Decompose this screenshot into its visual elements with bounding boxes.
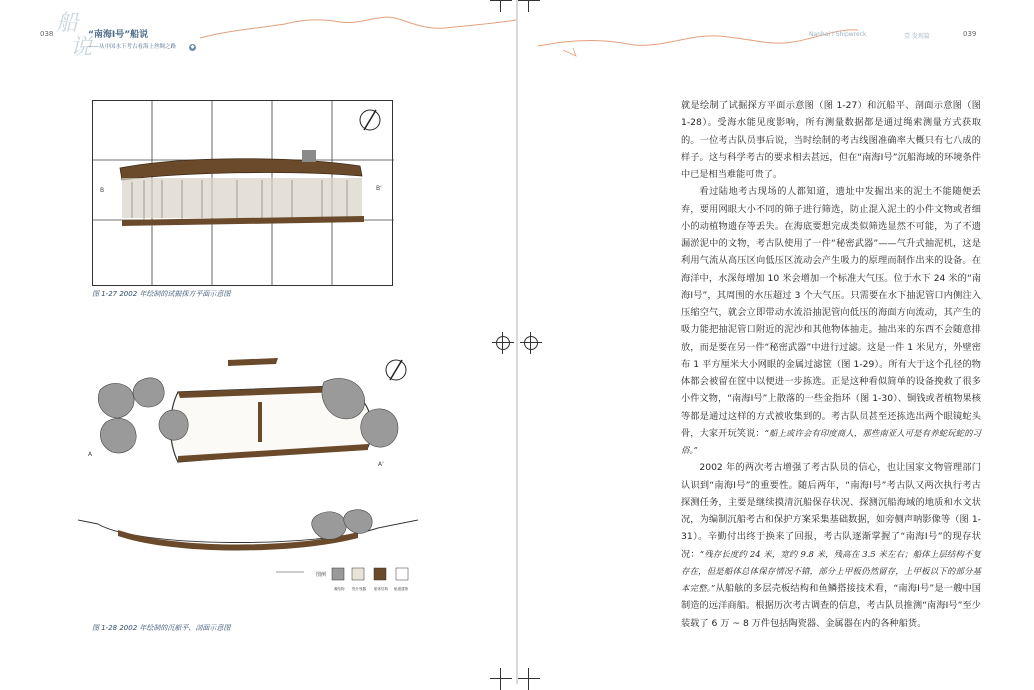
paragraph	[681, 459, 981, 632]
marker-a-prime: A'	[378, 461, 384, 468]
marker-a: A	[88, 451, 93, 458]
crop-mark-bottom-right	[518, 668, 540, 690]
running-head-section: 壹 发现篇	[904, 33, 930, 40]
paragraph	[681, 97, 981, 183]
running-head-english: Nanhai I Shipwreck	[809, 31, 867, 38]
page-number-right: 039	[963, 30, 977, 38]
paragraph	[681, 183, 981, 459]
legend-item: 船体结构	[374, 587, 388, 591]
quotation: “残存长度约 24 米，宽约 9.8 米，残高在 3.5 米左右；船体上层结构不复存在，但是船体总体保存情况不错，部分上甲板仍然留存，上甲板以下的部分基本完整。”	[681, 548, 981, 593]
decorative-wave-line-right	[518, 0, 1034, 70]
crop-mark-bottom-left	[490, 668, 512, 690]
book-subtitle: ——从中国水下考古看海上丝绸之路	[88, 44, 177, 50]
legend-label: 图例	[316, 572, 327, 578]
title-calligraphy: 船 说	[56, 11, 93, 60]
crop-mark-middle-left	[492, 332, 514, 354]
north-arrow-icon-2	[386, 360, 406, 380]
figure-1-27-plan-drawing	[92, 100, 394, 286]
page-number-left: 038	[40, 30, 54, 38]
paragraph-text: 2002 年的两次考古增强了考古队员的信心，也让国家文物管理部门认识到“南海Ⅰ号”的重要性。随后两年，“南海Ⅰ号”考古队又两次执行考古探测任务，主要是继续摸清沉船保存状况、探测沉船海域的地质和水文状况，为编制沉船考古和保护方案采集基础数据，如旁侧声呐影像等（图 1-31）。辛勤付出终于换来了回报，考古队逐渐掌握了“南海Ⅰ号”的现存状况：	[681, 462, 981, 560]
header-bullet-icon: ◆	[190, 44, 195, 50]
left-page	[0, 0, 516, 684]
book-title: “南海Ⅰ号”船说	[88, 30, 149, 40]
crop-mark-middle-right	[520, 332, 542, 354]
legend-item: 瓷片残器	[352, 587, 366, 591]
crop-mark-top-left	[490, 0, 512, 12]
body-text	[681, 97, 981, 632]
paragraph-text: 就是绘制了试掘探方平面示意图（图 1-27）和沉船平、剖面示意图（图 1-28）。受海水能见度影响，所有测量数据都是通过绳索测量方式获取的。一位考古队员事后说，当时绘制的考古线图准确率大概只有七八成的样子。这与科学考古的要求相去甚远，但在“南海Ⅰ号”沉船海域的环境条件中已是相当难能可贵了。	[681, 100, 981, 180]
crop-mark-top-right	[518, 0, 540, 12]
paragraph-text: 从船舷的多层壳板结构和鱼鳞搭接技术看，“南海Ⅰ号”是一艘中国制造的远洋商船。根据历次考古调查的信息，考古队员推测“南海Ⅰ号”至少装载了 6 万 ~ 8 万件包括陶瓷器、金属器在内的各种船货。	[681, 583, 981, 629]
figure-1-28-caption: 图 1-28 2002 年绘制的沉船平、剖面示意图	[92, 624, 231, 632]
paragraph-text: 看过陆地考古现场的人都知道，遗址中发掘出来的泥土不能随便丢弃，要用网眼大小不同的筛子进行筛选，防止混入泥土的小件文物或者细小的动植物遗存等丢失。在海底要想完成类似筛选显然不可能，为了不遗漏淤泥中的文物，考古队使用了一件“秘密武器”——气升式抽泥机，这是利用气流从高压区向低压区流动会产生吸力的原理而制作出来的设备。在海洋中，水深每增加 10 米会增加一个标准大气压。位于水下 24 米的“南海Ⅰ号”，其周围的水压超过 3 个大气压。只需要在水下抽泥管口内侧注入压缩空气，就会立即带动水流沿抽泥管向低压的海面方向流动，其产生的吸力能把抽泥管口附近的泥沙和其他物体抽走。抽出来的东西不会随意排放，而是要在另一件“秘密武器”中进行过滤。这是一件 1 米见方，外壁密布 1 平方厘米大小网眼的金属过滤筐（图 1-29）。所有大于这个孔径的物体都会被留在筐中以便进一步拣选。正是这种看似简单的设备挽救了很多小件文物，“南海Ⅰ号”上散落的一些金指环（图 1-30）、铜钱或者植物果核等都是通过这样的方式被收集到的。考古队员甚至还拣选出两个眼镜蛇头骨，大家开玩笑说：	[681, 186, 981, 439]
legend-item: 船道遗物	[394, 587, 408, 591]
legend-item: 凝结物	[334, 587, 345, 591]
marker-b: B	[100, 187, 105, 194]
marker-b-prime: B'	[376, 185, 382, 192]
quotation: “船上或许会有印度商人，那些南亚人可是有养蛇玩蛇的习俗。”	[681, 427, 981, 455]
figure-legend	[276, 568, 408, 591]
figure-1-27-caption: 图 1-27 2002 年绘制的试掘探方平面示意图	[92, 290, 231, 298]
figure-1-28-plan-section-drawing	[78, 352, 418, 597]
